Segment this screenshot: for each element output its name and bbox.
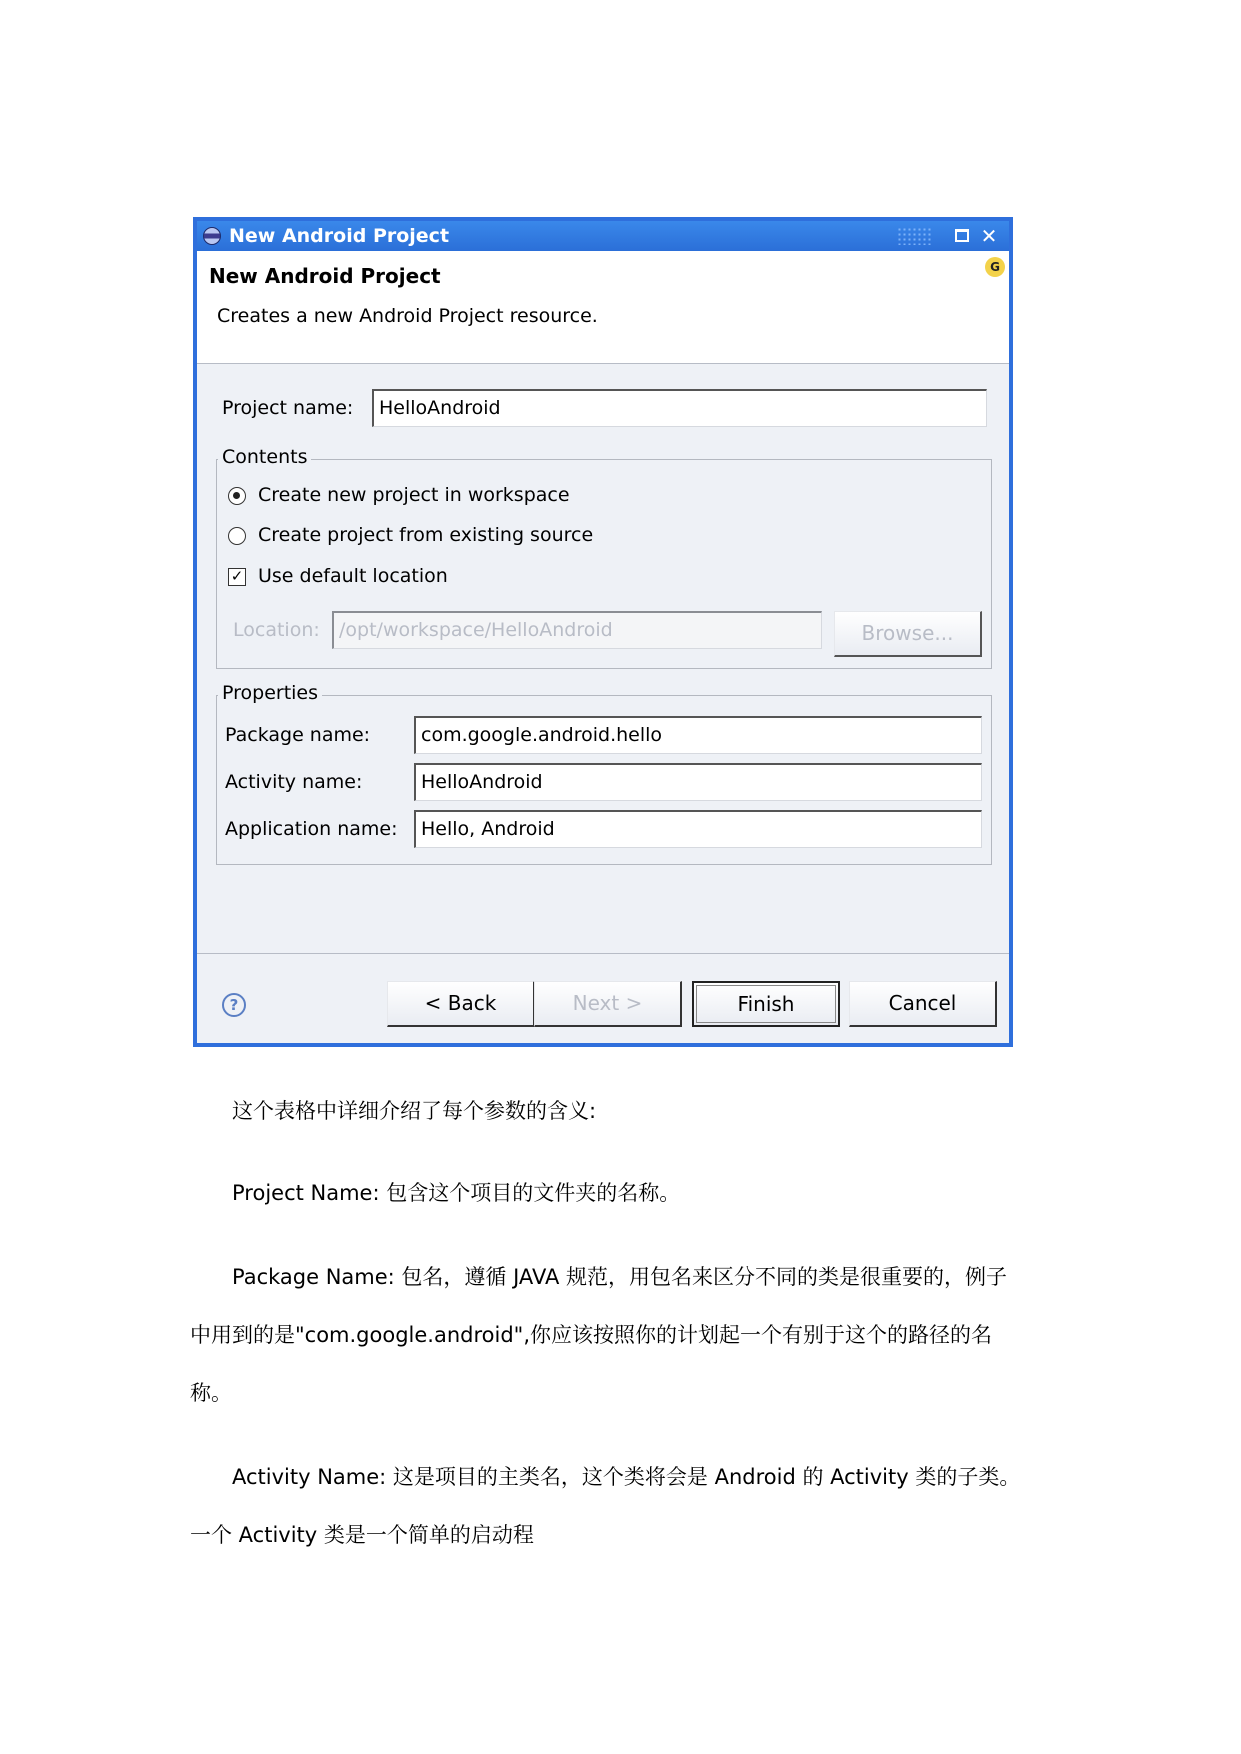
wizard-description: Creates a new Android Project resource. [217,305,598,327]
browse-button[interactable]: Browse... [834,611,982,657]
intro-text: 这个表格中详细介绍了每个参数的含义: [232,1099,597,1123]
eclipse-icon [203,227,221,245]
activity-name-term: Activity Name: [232,1465,387,1489]
project-name-term: Project Name: [232,1181,380,1205]
next-button[interactable]: Next > [534,981,682,1027]
project-name-label: Project name: [222,397,354,419]
activity-name-label: Activity name: [225,771,363,793]
application-name-input[interactable]: Hello, Android [414,810,982,848]
application-name-label: Application name: [225,818,398,840]
window-title: New Android Project [229,225,450,247]
package-name-input[interactable]: com.google.android.hello [414,716,982,754]
activity-name-input[interactable]: HelloAndroid [414,763,982,801]
activity-name-desc-1: 这是项目的主类名，这个类将会是 Android 的 Activity 类的子类。 [386,1465,1021,1489]
contents-title: Contents [218,446,311,468]
package-name-desc-3: 称。 [190,1381,232,1405]
package-name-desc-2: 中用到的是"com.google.android",你应该按照你的计划起一个有别于这个的路径的名 [190,1323,992,1347]
back-button[interactable]: < Back [387,981,535,1027]
maximize-icon[interactable] [955,229,969,242]
existing-source-radio[interactable] [228,527,246,545]
activity-name-paragraph [190,1448,1060,1564]
package-name-desc-1: 包名，遵循 JAVA 规范，用包名来区分不同的类是很重要的，例子 [394,1265,1008,1289]
existing-source-label[interactable]: Create project from existing source [258,524,594,546]
project-name-desc: 包含这个项目的文件夹的名称。 [379,1181,681,1205]
project-name-paragraph [190,1164,1060,1222]
close-icon[interactable]: ✕ [980,224,998,248]
new-project-radio[interactable] [228,487,246,505]
wizard-header [197,251,1009,364]
properties-title: Properties [218,682,322,704]
package-name-term: Package Name: [232,1265,395,1289]
location-input[interactable]: /opt/workspace/HelloAndroid [332,611,822,649]
new-android-project-dialog [193,217,1013,1047]
title-bar[interactable] [197,221,1009,251]
button-bar-separator [197,953,1009,954]
new-project-label[interactable]: Create new project in workspace [258,484,570,506]
finish-button[interactable]: Finish [692,981,840,1027]
default-location-label[interactable]: Use default location [258,565,448,587]
activity-name-desc-2: 一个 Activity 类是一个简单的启动程 [190,1523,534,1547]
intro-paragraph [190,1082,1060,1140]
wizard-title: New Android Project [209,264,441,288]
project-name-input[interactable]: HelloAndroid [372,389,987,427]
question-mark-icon[interactable]: ? [222,993,246,1017]
package-name-paragraph [190,1248,1060,1422]
cancel-button[interactable]: Cancel [849,981,997,1027]
wizard-logo-icon: G [985,257,1005,277]
location-label: Location: [233,619,320,641]
default-location-checkbox[interactable]: ✓ [228,568,246,586]
package-name-label: Package name: [225,724,371,746]
title-decoration [897,227,931,245]
